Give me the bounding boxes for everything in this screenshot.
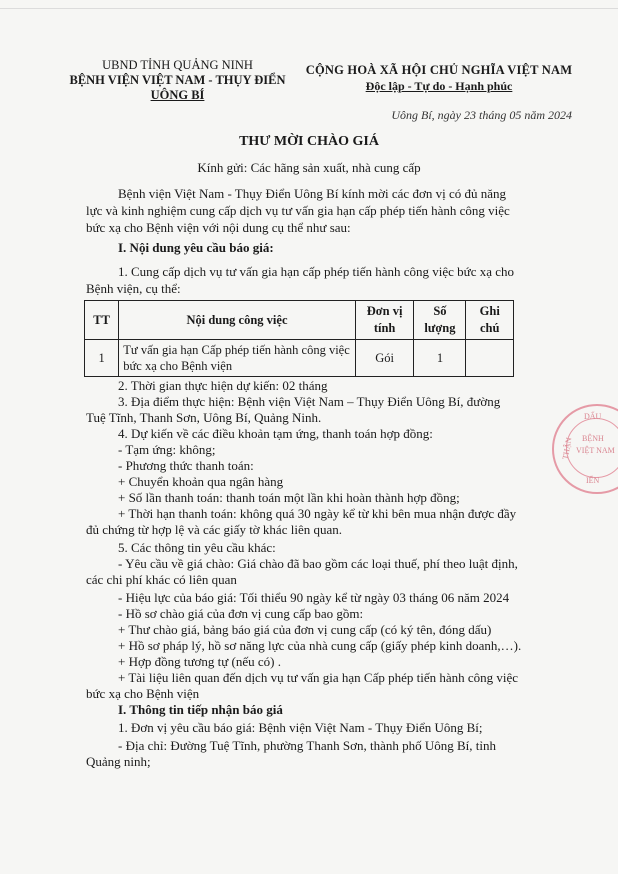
body-line: - Tạm ứng: không; bbox=[118, 442, 216, 457]
section-1-heading: I. Nội dung yêu cầu báo giá: bbox=[118, 240, 274, 255]
intro-line: lực và kinh nghiệm cung cấp dịch vụ tư vấn gia hạn cấp phép tiến hành công việc bbox=[86, 203, 510, 218]
body-line: 5. Các thông tin yêu cầu khác: bbox=[118, 540, 276, 555]
work-items-table bbox=[84, 300, 514, 377]
issuer-line-2: BỆNH VIỆN VIỆT NAM - THỤY ĐIỂN bbox=[69, 73, 286, 87]
national-header bbox=[300, 62, 578, 94]
stamp-text: BỆNH bbox=[582, 434, 604, 443]
intro-line: Bệnh viện Việt Nam - Thụy Điển Uông Bí kính mời các đơn vị có đủ năng bbox=[118, 186, 506, 201]
received-stamp bbox=[552, 404, 618, 494]
cell-note bbox=[466, 340, 514, 377]
section-2-line: Quảng ninh; bbox=[86, 754, 151, 769]
cell-tt: 1 bbox=[85, 340, 119, 377]
issuer-header bbox=[40, 58, 315, 103]
stamp-text: IỂN bbox=[586, 476, 600, 485]
col-header-quantity: Số lượng bbox=[414, 301, 466, 340]
body-line: 2. Thời gian thực hiện dự kiến: 02 tháng bbox=[118, 378, 328, 393]
body-line: - Phương thức thanh toán: bbox=[118, 458, 254, 473]
body-line: + Hồ sơ pháp lý, hồ sơ năng lực của nhà cung cấp (giấy phép kinh doanh,…). bbox=[118, 638, 522, 653]
section-2-line: 1. Đơn vị yêu cầu báo giá: Bệnh viện Việt Nam - Thụy Điển Uông Bí; bbox=[118, 720, 483, 735]
body-line: + Tài liệu liên quan đến dịch vụ tư vấn gia hạn Cấp phép tiến hành công việc bbox=[118, 670, 519, 685]
col-header-content: Nội dung công việc bbox=[119, 301, 355, 340]
cell-content: Tư vấn gia hạn Cấp phép tiến hành công việc bức xạ cho Bệnh viện bbox=[119, 340, 355, 377]
col-header-tt: TT bbox=[85, 301, 119, 340]
stamp-text: DẤU bbox=[584, 412, 602, 421]
body-line: - Yêu cầu về giá chào: Giá chào đã bao gồm các loại thuế, phí theo luật định, bbox=[118, 556, 518, 571]
body-line: + Chuyển khoản qua ngân hàng bbox=[118, 474, 284, 489]
table-header-row bbox=[85, 301, 514, 340]
col-header-unit: Đơn vị tính bbox=[355, 301, 414, 340]
document-date: Uông Bí, ngày 23 tháng 05 năm 2024 bbox=[391, 108, 572, 122]
intro-line: bức xạ cho Bệnh viện với nội dung cụ thể như sau: bbox=[86, 220, 351, 235]
body-line: - Hiệu lực của báo giá: Tối thiểu 90 ngày kể từ ngày 03 tháng 06 năm 2024 bbox=[118, 590, 510, 605]
body-line: 4. Dự kiến về các điều khoản tạm ứng, thanh toán hợp đồng: bbox=[118, 426, 433, 441]
body-line: - Hồ sơ chào giá của đơn vị cung cấp bao gồm: bbox=[118, 606, 364, 621]
body-line: bức xạ cho Bệnh viện bbox=[86, 686, 200, 701]
cell-quantity: 1 bbox=[414, 340, 466, 377]
issuer-line-1: UBND TỈNH QUẢNG NINH bbox=[102, 58, 253, 72]
item-1-line: Bệnh viện, cụ thể: bbox=[86, 281, 181, 296]
body-line: Tuệ Tĩnh, Thanh Sơn, Uông Bí, Quảng Ninh. bbox=[86, 410, 322, 425]
body-line: đủ chứng từ hợp lệ và các giấy tờ khác liên quan. bbox=[86, 522, 342, 537]
issuer-line-3: UÔNG BÍ bbox=[150, 88, 205, 102]
section-2-line: - Địa chỉ: Đường Tuệ Tĩnh, phường Thanh Sơn, thành phố Uông Bí, tỉnh bbox=[118, 738, 497, 753]
body-line: + Thư chào giá, bảng báo giá của đơn vị cung cấp (có ký tên, đóng dấu) bbox=[118, 622, 492, 637]
page-top-edge bbox=[0, 0, 618, 9]
stamp-text: VIỆT NAM bbox=[576, 446, 615, 455]
body-line: + Thời hạn thanh toán: không quá 30 ngày kể từ khi bên mua nhận được đầy bbox=[118, 506, 517, 521]
body-line: + Số lần thanh toán: thanh toán một lần khi hoàn thành hợp đồng; bbox=[118, 490, 460, 505]
body-line: 3. Địa điểm thực hiện: Bệnh viện Việt Nam – Thụy Điển Uông Bí, đường bbox=[118, 394, 501, 409]
greeting: Kính gửi: Các hãng sản xuất, nhà cung cấp bbox=[197, 160, 421, 175]
col-header-note: Ghi chú bbox=[466, 301, 514, 340]
document-title: THƯ MỜI CHÀO GIÁ bbox=[239, 134, 379, 149]
body-line: + Hợp đồng tương tự (nếu có) . bbox=[118, 654, 281, 669]
stamp-text: THẬN bbox=[560, 436, 574, 461]
nation-title: CỘNG HOÀ XÃ HỘI CHỦ NGHĨA VIỆT NAM bbox=[305, 63, 573, 77]
table-row bbox=[85, 340, 514, 377]
motto: Độc lập - Tự do - Hạnh phúc bbox=[365, 79, 513, 93]
body-line: các chi phí khác có liên quan bbox=[86, 572, 237, 587]
section-2-heading: I. Thông tin tiếp nhận báo giá bbox=[118, 702, 283, 717]
cell-unit: Gói bbox=[355, 340, 414, 377]
item-1-line: 1. Cung cấp dịch vụ tư vấn gia hạn cấp phép tiến hành công việc bức xạ cho bbox=[118, 264, 515, 279]
